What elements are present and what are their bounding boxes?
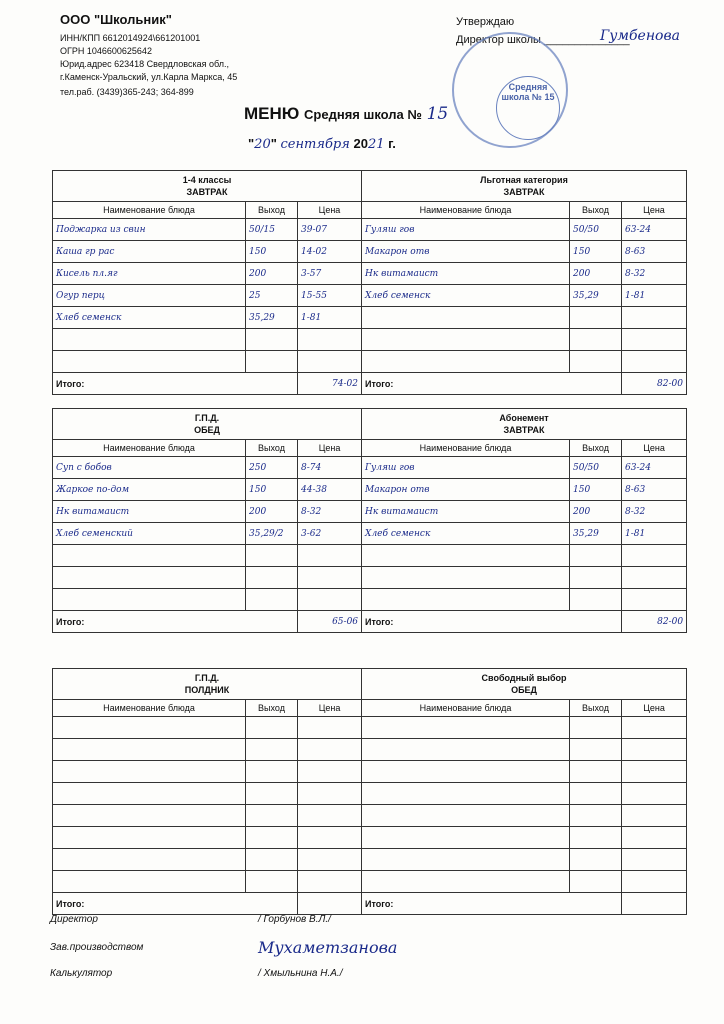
dish-name (362, 871, 570, 893)
col-header-name: Наименование блюда (53, 440, 246, 457)
dish-portion (246, 783, 298, 805)
dish-portion: 200 (570, 263, 622, 285)
dish-price (298, 783, 362, 805)
dish-name (362, 589, 570, 611)
dish-portion (246, 739, 298, 761)
sig-director-name: / Горбунов В.Л./ (258, 914, 331, 925)
dish-price: 1-81 (622, 285, 687, 307)
dish-portion: 250 (246, 457, 298, 479)
dish-name: Хлеб семенск (53, 307, 246, 329)
table-row (53, 479, 687, 501)
section-meal: ЗАВТРАК (186, 187, 228, 197)
dish-price (298, 739, 362, 761)
dish-portion (246, 805, 298, 827)
dish-price (298, 805, 362, 827)
section-header (53, 669, 362, 700)
dish-portion: 50/50 (570, 457, 622, 479)
dish-portion (246, 761, 298, 783)
dish-name: Хлеб семенск (362, 523, 570, 545)
dish-portion (570, 739, 622, 761)
dish-portion: 35,29 (246, 307, 298, 329)
section-title: Льготная категория (480, 175, 568, 185)
dish-portion (246, 827, 298, 849)
dish-price: 8-32 (622, 501, 687, 523)
dish-name (362, 739, 570, 761)
section-title: Г.П.Д. (194, 413, 220, 423)
dish-portion (570, 589, 622, 611)
menu-block-2 (52, 408, 687, 633)
section-header (362, 409, 687, 440)
dish-price (298, 717, 362, 739)
col-header-price: Цена (622, 700, 687, 717)
menu-date: "20" сентября 2021 г. (248, 136, 396, 152)
dish-portion: 200 (570, 501, 622, 523)
sig-prod-name: Мухаметзанова (258, 938, 398, 957)
dish-portion (570, 717, 622, 739)
dish-name (53, 871, 246, 893)
total-label: Итого: (362, 373, 622, 395)
inn: ИНН/КПП 6612014924\661201001 (60, 33, 201, 43)
dish-name (53, 329, 246, 351)
dish-price (298, 827, 362, 849)
dish-price (622, 827, 687, 849)
address-line-1: Юрид.адрес 623418 Свердловская обл., (60, 59, 229, 69)
table-row (53, 523, 687, 545)
dish-name (362, 351, 570, 373)
dish-portion (570, 849, 622, 871)
section-meal: ОБЕД (194, 425, 220, 435)
dish-portion (570, 761, 622, 783)
table-row (53, 827, 687, 849)
table-row (53, 263, 687, 285)
dish-price (622, 871, 687, 893)
dish-price: 3-57 (298, 263, 362, 285)
dish-name: Гуляш гов (362, 219, 570, 241)
dish-portion (570, 805, 622, 827)
section-title: Свободный выбор (481, 673, 567, 683)
dish-portion (570, 827, 622, 849)
dish-portion (570, 783, 622, 805)
section-header (53, 409, 362, 440)
dish-portion (246, 849, 298, 871)
col-header-price: Цена (298, 202, 362, 219)
sig-calc-name: / Хмыльнина Н.А./ (258, 968, 343, 979)
table-row (53, 501, 687, 523)
col-header-price: Цена (298, 440, 362, 457)
dish-name: Хлеб семенский (53, 523, 246, 545)
dish-name (53, 589, 246, 611)
page-title: МЕНЮ Средняя школа № 15 (244, 104, 449, 124)
col-header-out: Выход (246, 202, 298, 219)
section-meal: ОБЕД (511, 685, 537, 695)
dish-price (298, 849, 362, 871)
sig-director-label: Директор (50, 914, 98, 925)
dish-name (53, 567, 246, 589)
col-header-out: Выход (570, 440, 622, 457)
dish-price: 8-74 (298, 457, 362, 479)
dish-price: 8-32 (622, 263, 687, 285)
dish-price: 14-02 (298, 241, 362, 263)
dish-name (53, 827, 246, 849)
dish-name: Каша гр рас (53, 241, 246, 263)
dish-name: Макарон отв (362, 241, 570, 263)
dish-portion (246, 545, 298, 567)
dish-portion (570, 351, 622, 373)
dish-portion (570, 567, 622, 589)
dish-price (622, 717, 687, 739)
table-row (53, 545, 687, 567)
table-row (53, 739, 687, 761)
dish-name (53, 783, 246, 805)
table-row (53, 351, 687, 373)
dish-name: Нк витамаист (362, 263, 570, 285)
dish-price (622, 351, 687, 373)
ogrn: ОГРН 1046600625642 (60, 46, 152, 56)
table-row (53, 307, 687, 329)
col-header-out: Выход (570, 202, 622, 219)
dish-name: Огур перц (53, 285, 246, 307)
school-number: 15 (426, 104, 449, 124)
dish-portion (246, 567, 298, 589)
dish-name (362, 545, 570, 567)
dish-price: 8-32 (298, 501, 362, 523)
dish-portion (246, 589, 298, 611)
dish-name (362, 567, 570, 589)
sig-prod-label: Зав.производством (50, 942, 144, 953)
dish-portion: 25 (246, 285, 298, 307)
dish-name (53, 805, 246, 827)
total-label: Итого: (53, 893, 298, 915)
seal-text: Средняя школа № 15 (501, 82, 555, 102)
dish-name (362, 329, 570, 351)
dish-price (298, 871, 362, 893)
sig-calc-label: Калькулятор (50, 968, 113, 979)
section-header (362, 171, 687, 202)
dish-price (298, 589, 362, 611)
dish-portion (570, 545, 622, 567)
col-header-name: Наименование блюда (362, 440, 570, 457)
dish-price: 8-63 (622, 241, 687, 263)
dish-name (362, 717, 570, 739)
col-header-price: Цена (622, 440, 687, 457)
dish-name (362, 761, 570, 783)
dish-price: 63-24 (622, 457, 687, 479)
director-signature: Гумбенова (600, 28, 680, 44)
total-value: 82-00 (622, 373, 687, 395)
dish-price (622, 567, 687, 589)
phone: тел.раб. (3439)365-243; 364-899 (60, 87, 194, 97)
dish-price: 63-24 (622, 219, 687, 241)
total-label: Итого: (53, 373, 298, 395)
col-header-out: Выход (570, 700, 622, 717)
dish-price (622, 329, 687, 351)
dish-portion (570, 307, 622, 329)
table-row (53, 219, 687, 241)
table-row (53, 871, 687, 893)
dish-portion: 35,29 (570, 285, 622, 307)
dish-portion: 150 (570, 241, 622, 263)
dish-portion (246, 871, 298, 893)
dish-name (53, 545, 246, 567)
dish-name (53, 849, 246, 871)
table-row (53, 567, 687, 589)
dish-price (622, 589, 687, 611)
dish-portion: 200 (246, 501, 298, 523)
total-value: 74-02 (298, 373, 362, 395)
dish-price (298, 329, 362, 351)
company-name: ООО "Школьник" (60, 12, 172, 27)
dish-portion: 35,29/2 (246, 523, 298, 545)
dish-price: 1-81 (622, 523, 687, 545)
dish-name: Гуляш гов (362, 457, 570, 479)
section-title: 1-4 классы (182, 175, 232, 185)
section-meal: ЗАВТРАК (503, 425, 545, 435)
section-header (53, 171, 362, 202)
dish-name: Поджарка из свин (53, 219, 246, 241)
col-header-out: Выход (246, 440, 298, 457)
dish-name (362, 805, 570, 827)
dish-name: Макарон отв (362, 479, 570, 501)
dish-name (362, 849, 570, 871)
dish-price (298, 567, 362, 589)
total-label: Итого: (362, 611, 622, 633)
table-row (53, 285, 687, 307)
dish-portion (246, 717, 298, 739)
menu-block-1 (52, 170, 687, 395)
table-row (53, 589, 687, 611)
col-header-out: Выход (246, 700, 298, 717)
dish-portion (246, 329, 298, 351)
dish-portion (570, 871, 622, 893)
dish-price (622, 805, 687, 827)
table-row (53, 783, 687, 805)
dish-price: 44-38 (298, 479, 362, 501)
dish-portion (570, 329, 622, 351)
dish-name (362, 307, 570, 329)
total-label: Итого: (53, 611, 298, 633)
total-value (298, 893, 362, 915)
dish-name: Кисель пл.яг (53, 263, 246, 285)
dish-name (53, 351, 246, 373)
total-value: 82-00 (622, 611, 687, 633)
dish-price (622, 739, 687, 761)
dish-portion: 200 (246, 263, 298, 285)
dish-name (53, 761, 246, 783)
section-meal: ПОЛДНИК (184, 685, 230, 695)
col-header-price: Цена (298, 700, 362, 717)
dish-price (622, 761, 687, 783)
dish-name: Нк витамаист (53, 501, 246, 523)
col-header-name: Наименование блюда (362, 202, 570, 219)
col-header-name: Наименование блюда (53, 202, 246, 219)
section-title: Г.П.Д. (194, 673, 220, 683)
total-label: Итого: (362, 893, 622, 915)
dish-portion: 35,29 (570, 523, 622, 545)
dish-name (362, 783, 570, 805)
col-header-name: Наименование блюда (53, 700, 246, 717)
table-row (53, 241, 687, 263)
section-meal: ЗАВТРАК (503, 187, 545, 197)
total-value (622, 893, 687, 915)
table-row (53, 457, 687, 479)
dish-portion: 50/50 (570, 219, 622, 241)
address-line-2: г.Каменск-Уральский, ул.Карла Маркса, 45 (60, 72, 238, 82)
dish-name: Нк витамаист (362, 501, 570, 523)
dish-price (298, 351, 362, 373)
table-row (53, 849, 687, 871)
dish-name: Хлеб семенск (362, 285, 570, 307)
dish-portion: 150 (570, 479, 622, 501)
dish-price: 39-07 (298, 219, 362, 241)
dish-portion: 150 (246, 479, 298, 501)
dish-name (53, 717, 246, 739)
dish-name (53, 739, 246, 761)
dish-portion: 50/15 (246, 219, 298, 241)
section-header (362, 669, 687, 700)
approve-label: Утверждаю (456, 16, 515, 28)
dish-price: 1-81 (298, 307, 362, 329)
dish-portion: 150 (246, 241, 298, 263)
dish-name: Жаркое по-дом (53, 479, 246, 501)
col-header-name: Наименование блюда (362, 700, 570, 717)
director-school-label: Директор школы ______________ (456, 34, 630, 46)
dish-price (622, 545, 687, 567)
total-value: 65-06 (298, 611, 362, 633)
dish-price (622, 307, 687, 329)
menu-block-3 (52, 668, 687, 915)
dish-name: Суп с бобов (53, 457, 246, 479)
dish-price: 15-55 (298, 285, 362, 307)
col-header-price: Цена (622, 202, 687, 219)
table-row (53, 761, 687, 783)
dish-price (622, 849, 687, 871)
dish-price (298, 545, 362, 567)
dish-price: 3-62 (298, 523, 362, 545)
section-title: Абонемент (499, 413, 549, 423)
dish-price: 8-63 (622, 479, 687, 501)
dish-portion (246, 351, 298, 373)
table-row (53, 329, 687, 351)
table-row (53, 805, 687, 827)
dish-name (362, 827, 570, 849)
table-row (53, 717, 687, 739)
dish-price (622, 783, 687, 805)
dish-price (298, 761, 362, 783)
